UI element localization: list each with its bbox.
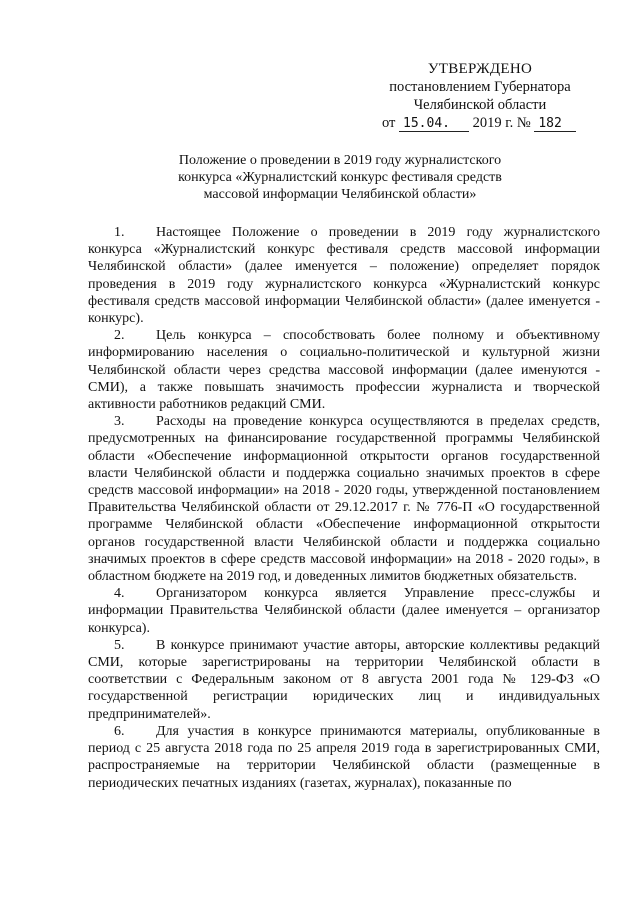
paragraph-3 [88,413,600,585]
paragraph-text: Для участия в конкурсе принимаются материалы, опубликованные в период с 25 августа 2018 года по 25 апреля 2019 года в зарегистрированных СМИ, распространяемые на территории Челябинской области (размещенные в периодических печатных изданиях (газетах, журналах), показанные по [88,723,600,791]
handwritten-date: 15.04. [399,116,469,132]
approval-title: УТВЕРЖДЕНО [427,61,533,77]
approval-stamp [360,60,600,132]
paragraph-1 [88,224,600,327]
year-text: 2019 г. № [472,115,531,131]
paragraph-2 [88,327,600,413]
paragraph-text: В конкурсе принимают участие авторы, авторские коллективы редакций СМИ, которые зарегистрированы на территории Челябинской области в соответствии с Федеральным законом от 8 августа 2001 года № 129-ФЗ «О государственной регистрации юридических лиц и индивидуальных предпринимателей». [88,637,600,722]
approval-line-1: постановлением Губернатора [389,79,571,95]
handwritten-number: 182 [534,116,576,132]
paragraph-5 [88,637,600,723]
date-prefix: от [382,115,396,131]
paragraph-number: 4. [114,586,125,602]
paragraph-text: Цель конкурса – способствовать более полному и объективному информированию населения о социально-политической и культурной жизни Челябинской области через средства массовой информации (далее именуются - СМИ), а также повышать значимость профессии журналиста и творческой активности работников редакций СМИ. [88,328,600,413]
approval-line-2: Челябинской области [413,97,547,113]
paragraph-number: 6. [114,723,125,739]
paragraph-number: 1. [114,225,125,240]
paragraph-number: 3. [114,414,125,430]
paragraph-text: Организатором конкурса является Управление пресс-службы и информации Правительства Челябинской области (далее именуется – организатор конкурса). [88,586,600,636]
document-title [80,152,600,203]
paragraph-4 [88,585,600,637]
document-body [88,224,600,792]
paragraph-number: 5. [114,637,125,653]
document-title-line-1: Положение о проведении в 2019 году журналистского [178,153,502,168]
document-title-line-3: массовой информации Челябинской области» [203,187,477,202]
approval-date-line [360,114,600,132]
paragraph-text: Расходы на проведение конкурса осуществляются в пределах средств, предусмотренных на финансирование государственной программы Челябинской области «Обеспечение информационной открытости органов государственной власти Челябинской области и поддержка социально значимых проектов в сфере средств массовой информации» на 2018 - 2020 годы, утвержденной постановлением Правительства Челябинской области от 29.12.2017 г. № 776-П «О государственной программе Челябинской области «Обеспечение информационной открытости органов государственной власти Челябинской области и поддержка социально значимых проектов в сфере средств массовой информации» на 2018 - 2020 годы», в областном бюджете на 2019 год, и доведенных лимитов бюджетных обязательств. [88,414,600,585]
paragraph-text: Настоящее Положение о проведении в 2019 году журналистского конкурса «Журналистский конкурс фестиваля средств массовой информации Челябинской области» (далее именуется – положение) определяет порядок проведения в 2019 году журналистского конкурса «Журналистский конкурс фестиваля средств массовой информации Челябинской области» (далее именуется - конкурс). [88,225,600,327]
paragraph-number: 2. [114,328,125,344]
document-title-line-2: конкурса «Журналистский конкурс фестиваля средств [178,170,502,185]
paragraph-6 [88,723,600,792]
